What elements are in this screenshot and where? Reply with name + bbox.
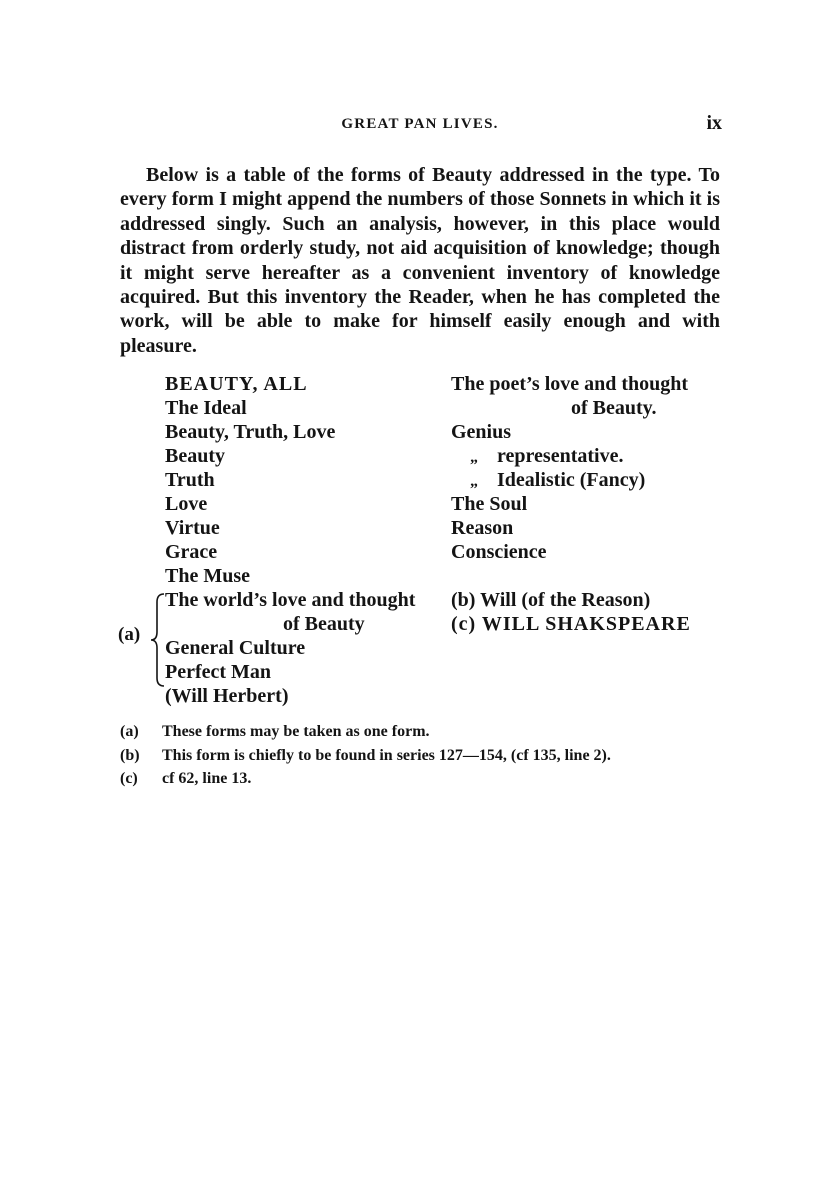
left-row: Truth	[165, 469, 215, 491]
ditto-mark: „	[470, 473, 478, 490]
intro-paragraph: Below is a table of the forms of Beauty addressed in the type. To every form I might append the numbers of those Sonnets in which it is addressed singly. Such an analysis, however, in this place would distract from orderly study, not aid acquisition of knowledge; though it might serve hereafter as a convenient inventory of knowledge acquired. But this inventory the Reader, when he has completed the work, will be able to make for himself easily enough and with pleasure.	[120, 164, 720, 357]
right-row: Genius	[451, 421, 512, 443]
footnote	[120, 720, 760, 744]
right-row	[451, 468, 726, 492]
left-row: Perfect Man	[165, 661, 272, 683]
right-row: The Soul	[451, 493, 528, 515]
footnote-text: This form is chiefly to be found in series 127—154, (cf 135, line 2).	[162, 746, 611, 764]
left-row: Grace	[165, 541, 218, 563]
right-row: of Beauty.	[571, 397, 657, 419]
footnotes	[120, 720, 760, 791]
left-row: General Culture	[165, 637, 306, 659]
right-row	[451, 444, 726, 468]
footnote-key: (c)	[120, 770, 138, 787]
footnote-text: cf 62, line 13.	[162, 770, 252, 787]
left-row: The world’s love and thought	[165, 589, 416, 611]
bracket-label: (a)	[118, 624, 141, 645]
left-row: The Muse	[165, 565, 250, 587]
left-row: Beauty, Truth, Love	[165, 421, 336, 443]
right-row-empty	[451, 564, 726, 588]
right-row: The poet’s love and thought	[451, 373, 689, 395]
footnote	[120, 767, 760, 791]
left-row: The Ideal	[165, 397, 247, 419]
right-row-text: representative.	[497, 445, 624, 467]
right-row-text: Idealistic (Fancy)	[497, 469, 646, 491]
right-row: Conscience	[451, 541, 547, 563]
left-row: Love	[165, 493, 208, 515]
page-number: ix	[706, 112, 722, 134]
running-title: GREAT PAN LIVES.	[341, 116, 499, 132]
footnote-key: (a)	[120, 723, 139, 740]
forms-table-right-column	[451, 372, 726, 636]
curly-brace-icon	[150, 592, 166, 688]
left-row: of Beauty	[283, 613, 365, 635]
intro-paragraph-block	[120, 163, 720, 358]
ditto-mark: „	[470, 449, 478, 466]
right-row: (b) Will (of the Reason)	[451, 589, 651, 611]
right-row: (c) WILL SHAKSPEARE	[451, 613, 691, 635]
left-row: Beauty	[165, 445, 225, 467]
footnote	[120, 744, 760, 768]
right-row: Reason	[451, 517, 514, 539]
forms-table-left-column	[165, 372, 445, 708]
left-row: BEAUTY, ALL	[165, 373, 308, 395]
left-row: Virtue	[165, 517, 220, 539]
footnote-text: These forms may be taken as one form.	[162, 723, 430, 740]
footnote-key: (b)	[120, 746, 140, 764]
left-row: (Will Herbert)	[165, 685, 289, 707]
